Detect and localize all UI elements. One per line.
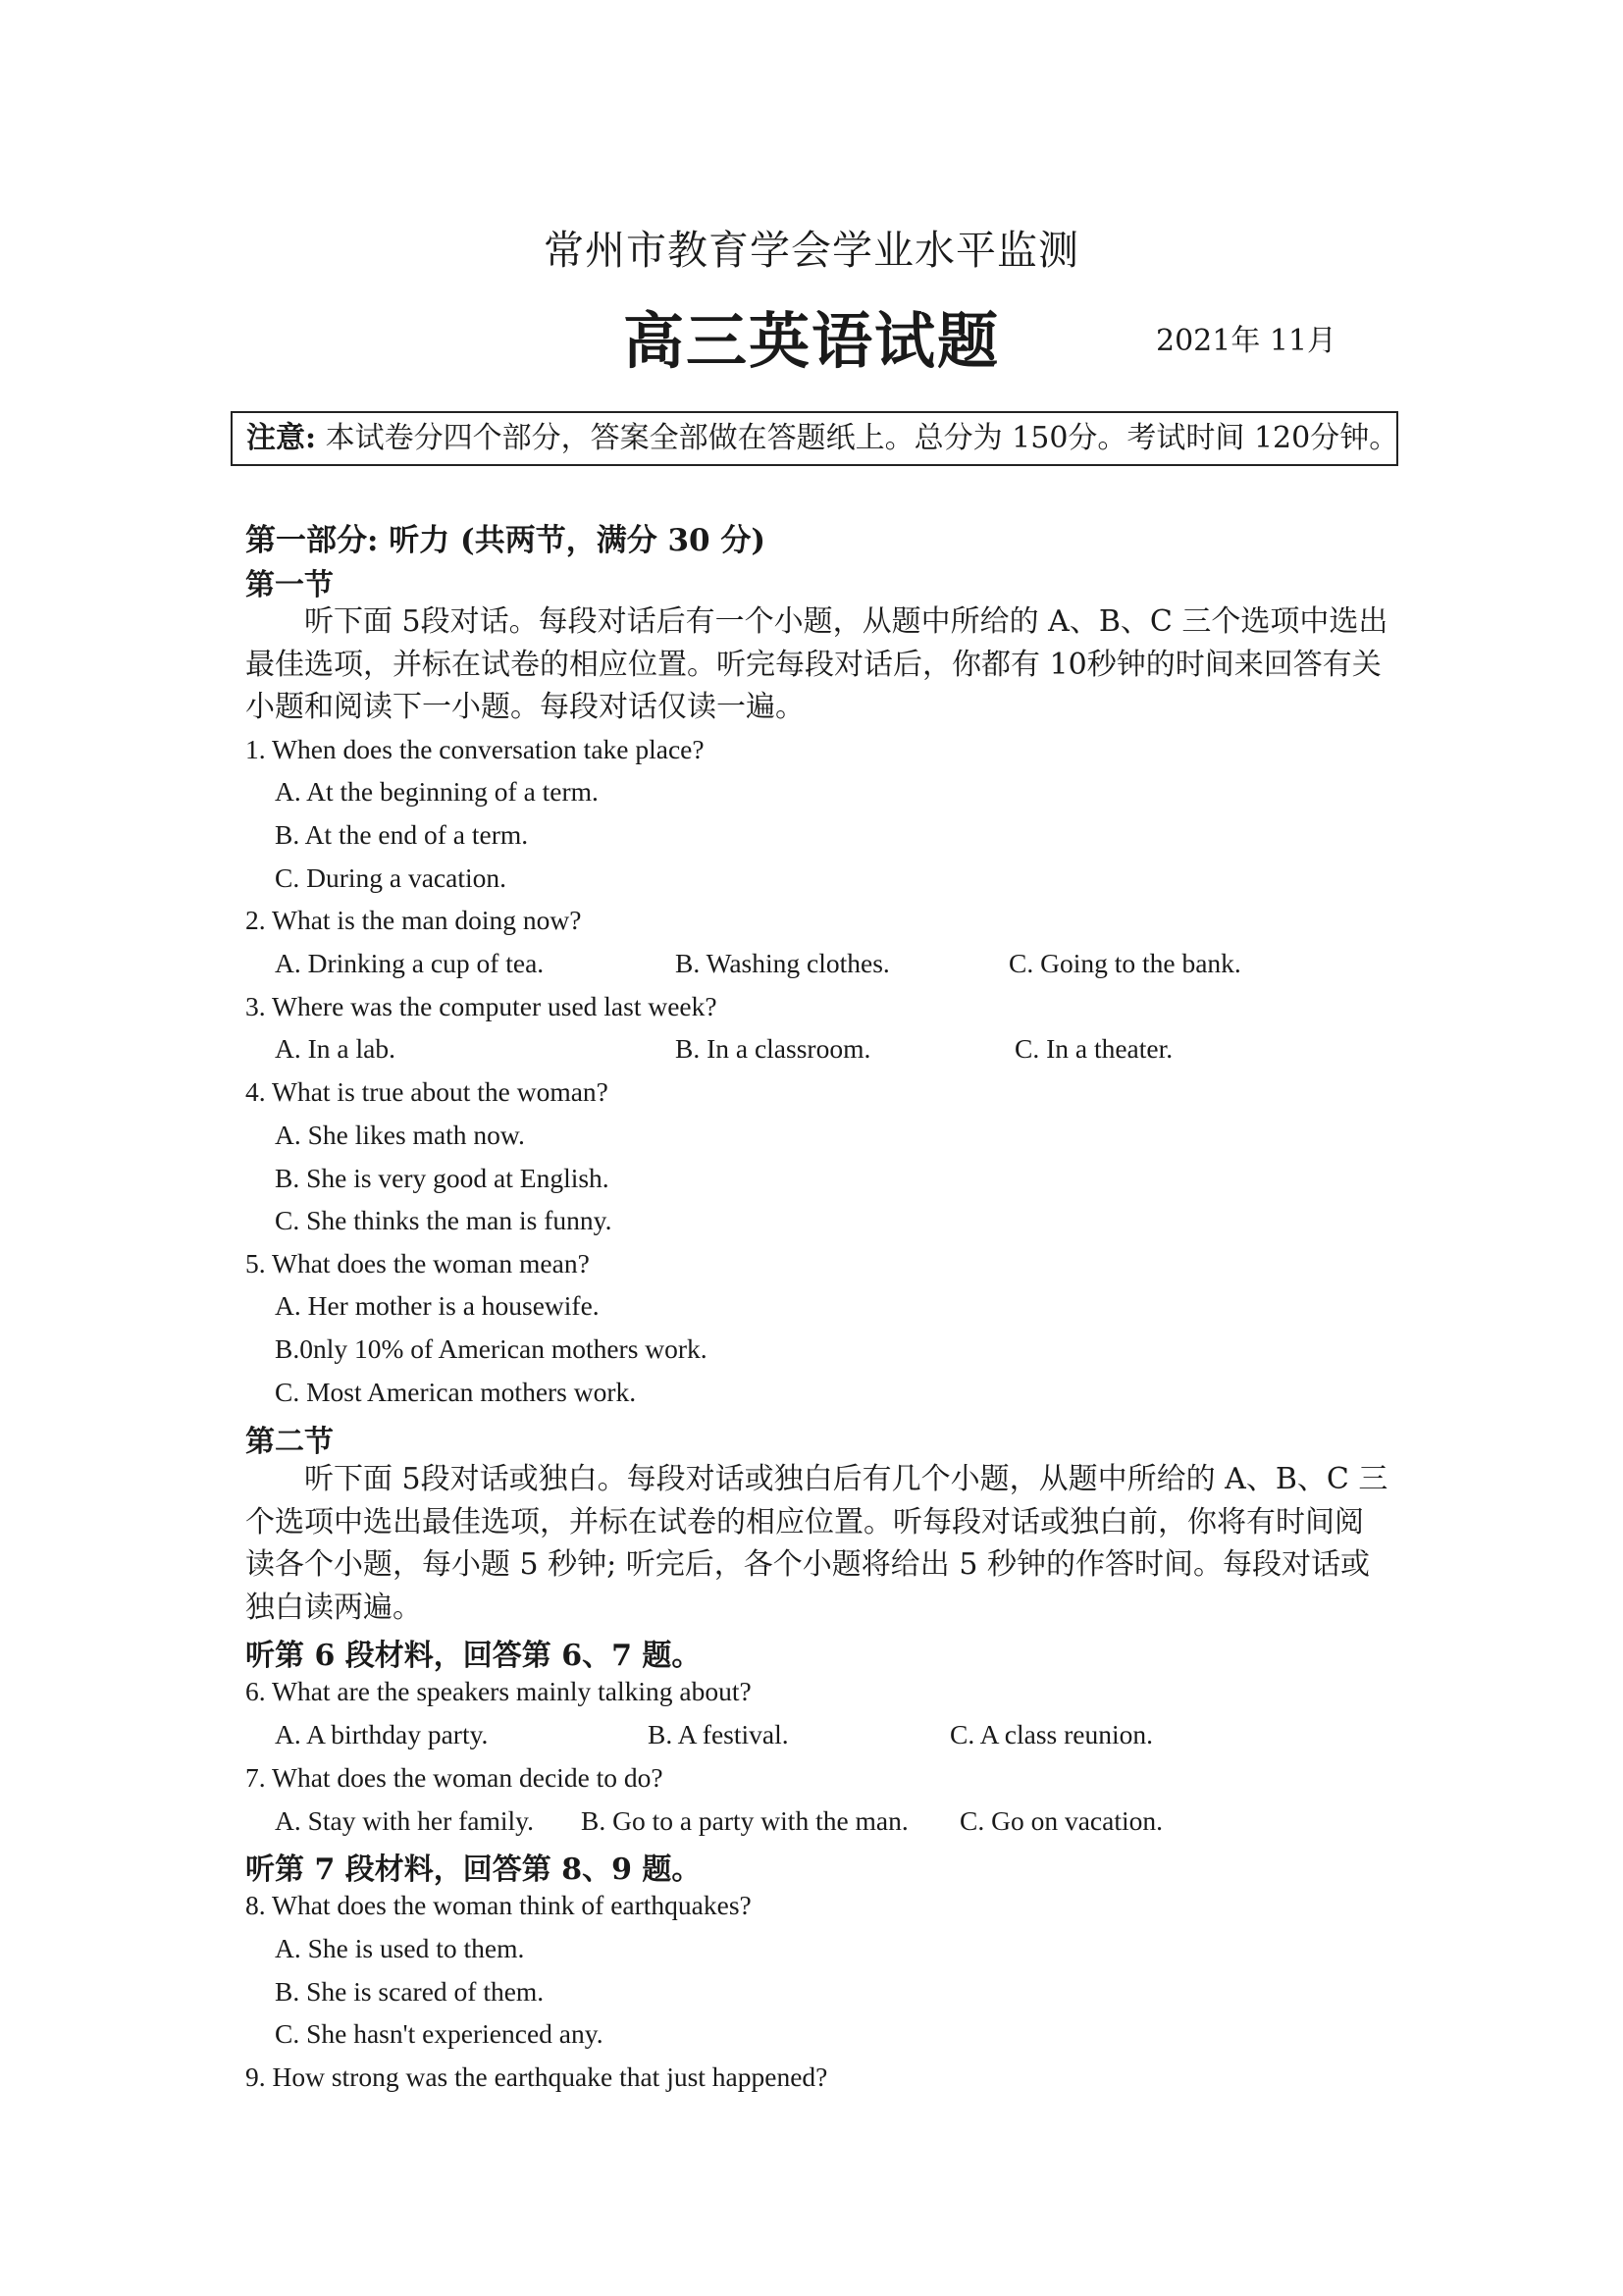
q1-option-c: C. During a vacation. xyxy=(275,862,506,893)
q1-option-a: A. At the beginning of a term. xyxy=(275,776,599,807)
exam-date: 2021年 11月 xyxy=(1156,324,1337,358)
q7-option-b: B. Go to a party with the man. xyxy=(581,1805,909,1836)
question-1: 1. When does the conversation take place? xyxy=(245,734,705,764)
question-3: 3. Where was the computer used last week? xyxy=(245,991,717,1021)
q4-option-b: B. She is very good at English. xyxy=(275,1163,609,1193)
q3-option-c: C. In a theater. xyxy=(1015,1033,1174,1064)
q7-option-a: A. Stay with her family. xyxy=(275,1805,535,1836)
part1-heading: 第一部分: 听力 (共两节，满分 30 分) xyxy=(245,523,766,558)
section1-heading: 第一节 xyxy=(245,568,334,602)
section2-instructions: 听下面 5段对话或独白。每段对话或独白后有几个小题，从题中所给的 A、B、C 三个选项中选出最佳选项，并标在试卷的相应位置。听每段对话或独白前，你将有时间阅读各个小题，每小题 5 秒钟; 听完后，各个小题将给出 5 秒钟的作答时间。每段对话或独白读两遍。 xyxy=(245,1462,1388,1625)
exam-organization: 常州市教育学会学业水平监测 xyxy=(544,227,1079,274)
section2-heading: 第二节 xyxy=(245,1425,334,1459)
q5-option-c: C. Most American mothers work. xyxy=(275,1377,637,1407)
q1-option-b: B. At the end of a term. xyxy=(275,819,529,850)
q6-option-a: A. A birthday party. xyxy=(275,1719,489,1749)
notice-label: 注意: xyxy=(246,421,317,455)
q8-option-c: C. She hasn't experienced any. xyxy=(275,2018,603,2049)
question-6: 6. What are the speakers mainly talking about? xyxy=(245,1676,752,1706)
q5-option-b: B.0nly 10% of American mothers work. xyxy=(275,1333,707,1364)
q3-option-a: A. In a lab. xyxy=(275,1033,395,1064)
q5-option-a: A. Her mother is a housewife. xyxy=(275,1290,600,1321)
q2-option-c: C. Going to the bank. xyxy=(1009,948,1241,978)
question-2: 2. What is the man doing now? xyxy=(245,905,582,935)
question-5: 5. What does the woman mean? xyxy=(245,1248,590,1278)
section1-instructions: 听下面 5段对话。每段对话后有一个小题，从题中所给的 A、B、C 三个选项中选出最佳选项，并标在试卷的相应位置。听完每段对话后，你都有 10秒钟的时间来回答有关小题和阅读下一小题。每段对话仅读一遍。 xyxy=(245,604,1388,724)
q2-option-b: B. Washing clothes. xyxy=(675,948,890,978)
q3-option-b: B. In a classroom. xyxy=(675,1033,871,1064)
question-4: 4. What is true about the woman? xyxy=(245,1076,608,1107)
q4-option-a: A. She likes math now. xyxy=(275,1120,525,1150)
q2-option-a: A. Drinking a cup of tea. xyxy=(275,948,545,978)
exam-title: 高三英语试题 xyxy=(622,305,1000,377)
question-8: 8. What does the woman think of earthquakes? xyxy=(245,1890,752,1920)
group-7-heading: 听第 7 段材料，回答第 8、9 题。 xyxy=(245,1852,702,1887)
q7-option-c: C. Go on vacation. xyxy=(960,1805,1163,1836)
q6-option-c: C. A class reunion. xyxy=(950,1719,1154,1749)
question-7: 7. What does the woman decide to do? xyxy=(245,1762,663,1793)
q6-option-b: B. A festival. xyxy=(648,1719,789,1749)
notice-box xyxy=(231,411,1398,466)
q8-option-b: B. She is scared of them. xyxy=(275,1976,545,2007)
group-6-heading: 听第 6 段材料，回答第 6、7 题。 xyxy=(245,1639,702,1673)
q4-option-c: C. She thinks the man is funny. xyxy=(275,1205,612,1235)
question-9: 9. How strong was the earthquake that just happened? xyxy=(245,2061,828,2092)
notice-text: 本试卷分四个部分，答案全部做在答题纸上。总分为 150分。考试时间 120分钟。 xyxy=(316,421,1399,455)
q8-option-a: A. She is used to them. xyxy=(275,1933,525,1963)
